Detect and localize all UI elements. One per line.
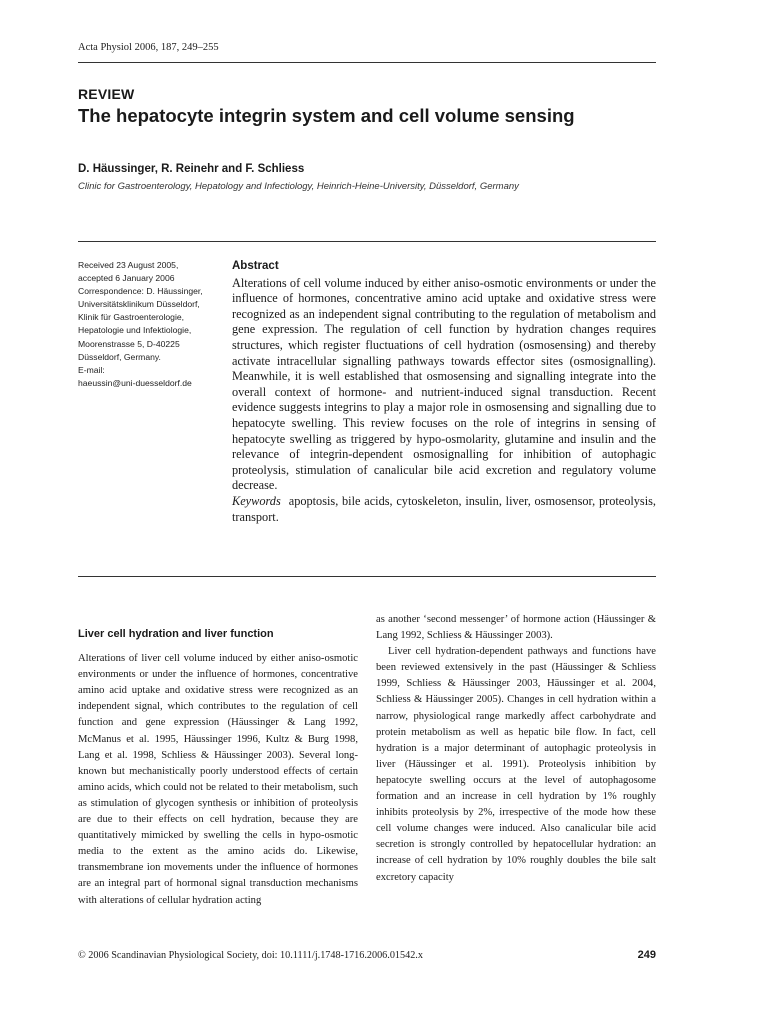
abstract-top-rule <box>78 241 656 242</box>
keywords-line <box>232 494 656 525</box>
copyright-footer: © 2006 Scandinavian Physiological Society, doi: 10.1111/j.1748-1716.2006.01542.x <box>78 950 423 961</box>
body-paragraph: as another ‘second messenger’ of hormone action (Häussinger & Lang 1992, Schliess & Häussinger 2003). <box>376 614 656 642</box>
author-affiliation: Clinic for Gastroenterology, Hepatology and Infectiology, Heinrich-Heine-University, Düsseldorf, Germany <box>78 181 519 192</box>
sidebar-line: Received 23 August 2005, <box>78 260 179 270</box>
sidebar-line: Universitätsklinikum Düsseldorf, <box>78 299 200 310</box>
sidebar-line: accepted 6 January 2006 <box>78 273 175 284</box>
abstract-heading: Abstract <box>232 260 279 272</box>
keywords-label: Keywords <box>232 493 281 508</box>
sidebar-line: Düsseldorf, Germany. <box>78 351 161 362</box>
section-label: REVIEW <box>78 86 135 102</box>
section-heading: Liver cell hydration and liver function <box>78 628 274 640</box>
correspondence-sidebar <box>78 259 226 390</box>
sidebar-line: Moorenstrasse 5, D-40225 <box>78 338 180 349</box>
body-right-column <box>376 612 656 886</box>
body-paragraph: Liver cell hydration-dependent pathways and functions have been reviewed extensively in the past (Häussinger & Schliess 1999, Schliess & Häussinger 2003, Häussinger et al. 2004, Schliess & Häussinger 2005). Changes in cell hydration within a narrow, physiological range markedly affect carbohydrate and protein metabolism as well as hepatic bile flow. In fact, cell hydration is a major determinant of autophagic proteolysis in liver (Häussinger et al. 1991). Proteolysis inhibition by hepatocyte swelling occurs at the level of autophagosome formation and an increase in cell hydration by 1% roughly inhibits proteolysis by 2%, irrespective of the mode how these cell volume changes were induced. Also canalicular bile acid secretion is strongly controlled by hepatocellular hydration: an increase of cell hydration by 10% roughly doubles the bile salt excretory capacity <box>376 646 656 883</box>
article-title: The hepatocyte integrin system and cell volume sensing <box>78 105 575 126</box>
body-paragraph: Alterations of liver cell volume induced by either aniso-osmotic environments or under the influence of hormones, concentrative amino acid uptake and oxidative stress were recognized as an independent signal, which contributes to the regulation of cell function and gene expression (Häussinger & Lang 1992, McManus et al. 1995, Häussinger 1996, Kultz & Burg 1998, Lang et al. 1998, Schliess & Häussinger 2003). Several long-known but mechanistically poorly understood effects of certain amino acids, which could not be related to their metabolism, such as stimulation of glycogen synthesis or inhibition of proteolysis are due to their effects on cell hydration, because they are quantitatively mimicked by swelling the cells in hypo-osmotic media to the extent as the amino acids do. Likewise, transmembrane ion movements under the influence of hormones are an integral part of hormonal signal transduction mechanisms with alterations of cellular hydration acting <box>78 653 358 906</box>
email-link[interactable]: haeussin@uni-duesseldorf.de <box>78 377 192 388</box>
sidebar-line: Correspondence: D. Häussinger, <box>78 286 203 297</box>
author-list: D. Häussinger, R. Reinehr and F. Schliess <box>78 163 305 175</box>
abstract-text: Alterations of cell volume induced by either aniso-osmotic environments or under the influence of hormones, concentrative amino acid uptake and oxidative stress were recognized as an independent signal contributing to the regulation of metabolism and gene expression. The regulation of cell function by hydration changes requires structures, which register fluctuations of cell hydration (osmosensing) and thereby activate intracellular signalling pathways towards effector sites (osmosignalling). Meanwhile, it is well established that osmosensing and signalling integrate into the overall context of hormone- and nutrient-induced signal transduction. Recent evidence suggests integrins to play a major role in osmosensing and signalling due to hepatocyte swelling. This review focuses on the role of integrins in sensing of hepatocyte swelling as triggered by hypo-osmolarity, glutamine and insulin and the relevance of integrin-dependent osmosignalling for inhibition of autophagic proteolysis, stimulation of canalicular bile acid excretion and regulatory volume decrease. <box>232 275 656 493</box>
journal-citation: Acta Physiol 2006, 187, 249–255 <box>78 42 219 53</box>
body-left-column <box>78 612 358 909</box>
keywords-list: apoptosis, bile acids, cytoskeleton, insulin, liver, osmosensor, proteolysis, transport. <box>232 493 656 524</box>
abstract-bottom-rule <box>78 576 656 577</box>
header-rule <box>78 62 656 63</box>
abstract-block <box>232 259 656 525</box>
sidebar-line: Hepatologie und Infektiologie, <box>78 325 192 336</box>
page-number: 249 <box>637 949 656 961</box>
sidebar-line: Klinik für Gastroenterologie, <box>78 312 185 323</box>
sidebar-line: E-mail: <box>78 364 105 375</box>
